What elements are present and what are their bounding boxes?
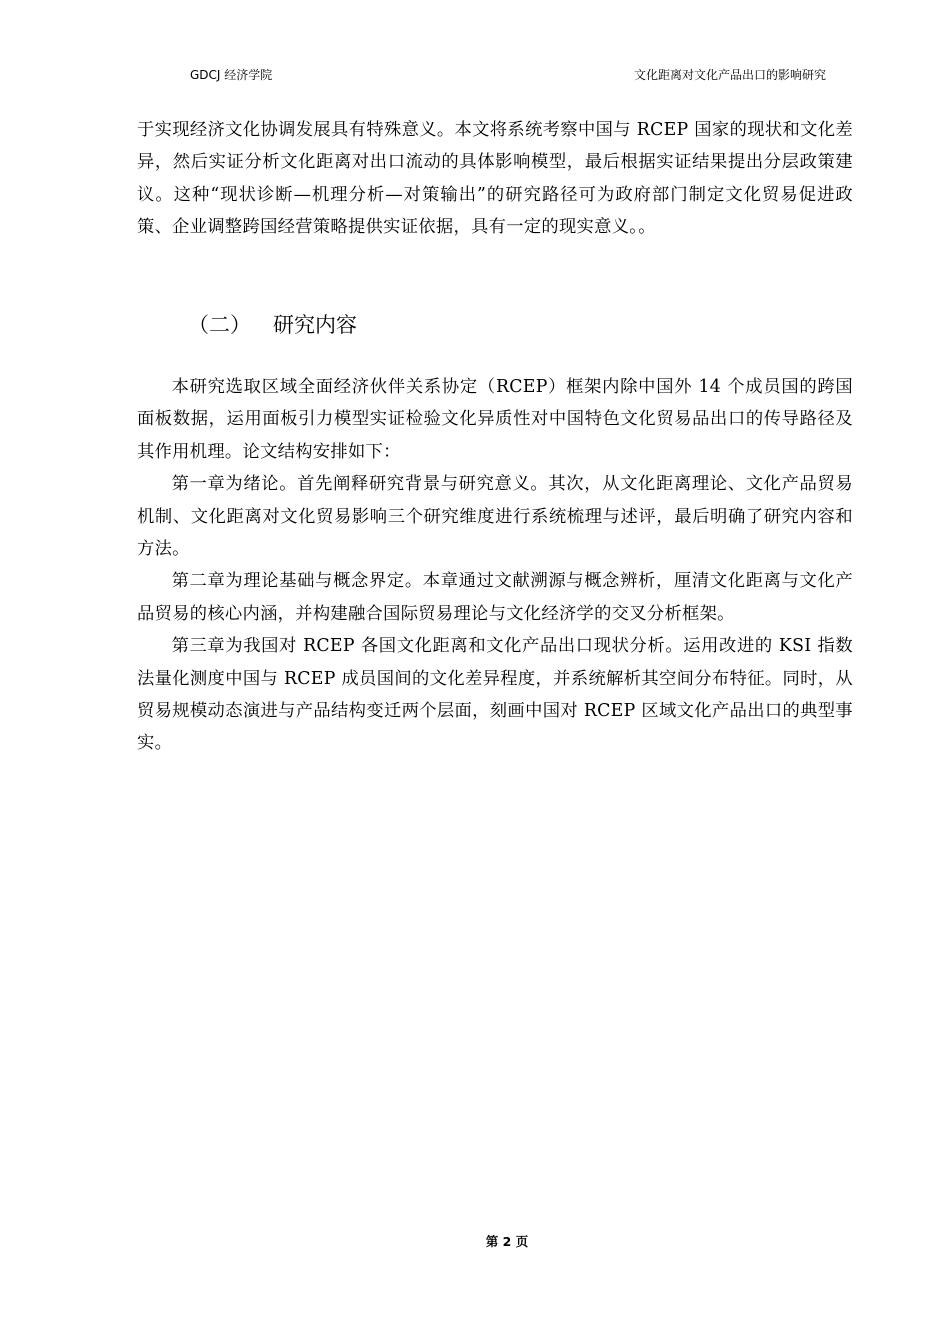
page-number: 第 2 页 [485,1234,529,1249]
content-paragraph: 第二章为理论基础与概念界定。本章通过文献溯源与概念辨析，厘清文化距离与文化产品贸易的核心内涵，并构建融合国际贸易理论与文化经济学的交叉分析框架。 [137,571,853,624]
section-number: （二） [188,313,251,337]
content-paragraph: 第一章为绪论。首先阐释研究背景与研究意义。其次，从文化距离理论、文化产品贸易机制、文化距离对文化贸易影响三个研究维度进行系统梳理与述评，最后明确了研究内容和方法。 [137,474,853,560]
content-paragraph: 本研究选取区域全面经济伙伴关系协定（RCEP）框架内除中国外 14 个成员国的跨国面板数据，运用面板引力模型实证检验文化异质性对中国特色文化贸易品出口的传导路径及其作用机理。论文结构安排如下： [137,377,853,462]
page-header [190,66,826,86]
section-title: 研究内容 [273,313,357,337]
header-paper-title: 文化距离对文化产品出口的影响研究 [633,68,826,82]
content-text-block [137,371,853,760]
content-paragraph: 第三章为我国对 RCEP 各国文化距离和文化产品出口现状分析。运用改进的 KSI 指数法量化测度中国与 RCEP 成员国间的文化差异程度，并系统解析其空间分布特征。同时，从贸易规模动态演进与产品结构变迁两个层面，刻画中国对 RCEP 区域文化产品出口的典型事实。 [137,636,853,754]
header-institution: GDCJ 经济学院 [190,68,273,82]
intro-paragraph: 于实现经济文化协调发展具有特殊意义。本文将系统考察中国与 RCEP 国家的现状和文化差异，然后实证分析文化距离对出口流动的具体影响模型，最后根据实证结果提出分层政策建议。这种“现状诊断—机理分析—对策输出”的研究路径可为政府部门制定文化贸易促进政策、企业调整跨国经营策略提供实证依据，具有一定的现实意义。。 [137,120,853,238]
intro-text-block [137,114,853,244]
section-heading [188,308,357,342]
